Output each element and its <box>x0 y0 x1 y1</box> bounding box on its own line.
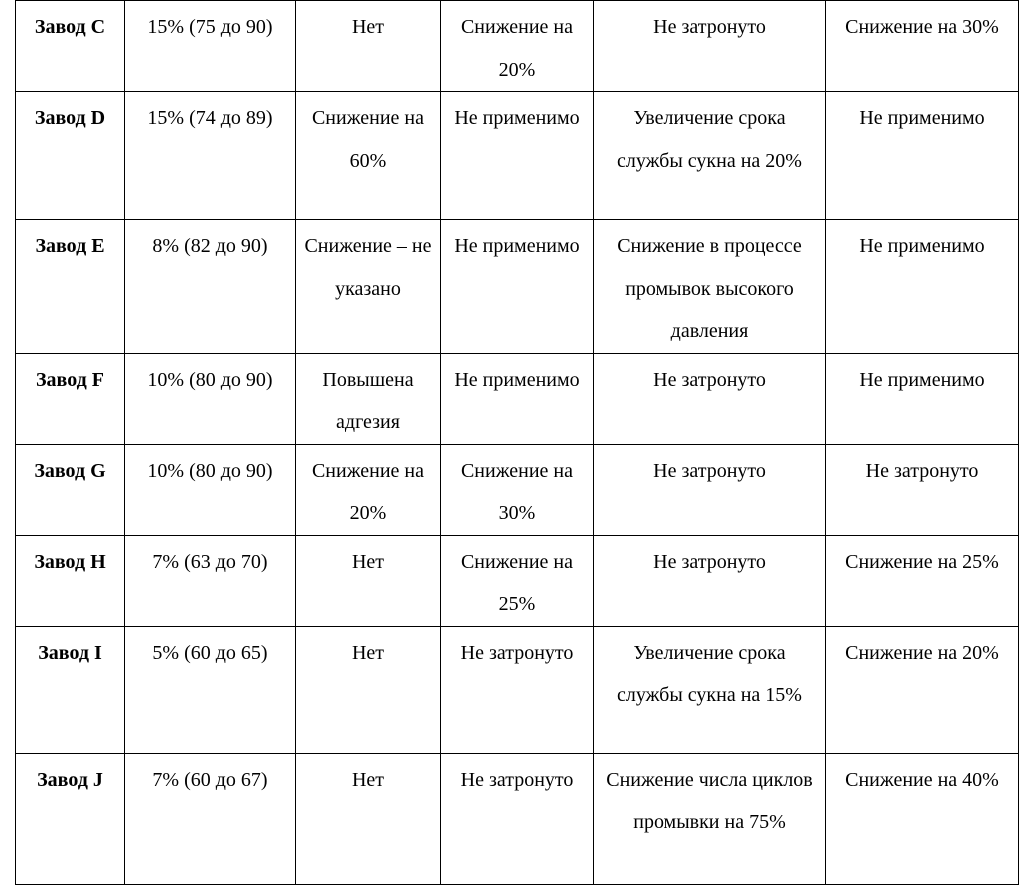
table-cell: 15% (74 до 89) <box>125 92 296 220</box>
table-cell: Снижение на 20% <box>826 626 1019 753</box>
table-cell: Снижение на 30% <box>441 444 594 535</box>
plant-name-cell: Завод I <box>16 626 125 753</box>
table-cell: 10% (80 до 90) <box>125 444 296 535</box>
plant-name-cell: Завод G <box>16 444 125 535</box>
table-cell: Нет <box>296 753 441 884</box>
table-cell: Снижение на 40% <box>826 753 1019 884</box>
table-cell: Не затронуто <box>594 535 826 626</box>
table-cell: 15% (75 до 90) <box>125 1 296 92</box>
table-cell: Снижение числа циклов промывки на 75% <box>594 753 826 884</box>
table-cell: 7% (60 до 67) <box>125 753 296 884</box>
table-row <box>16 353 1019 444</box>
table-cell: Снижение на 25% <box>826 535 1019 626</box>
table-cell: Снижение – не указано <box>296 220 441 354</box>
table-cell: Не применимо <box>826 353 1019 444</box>
table-cell: Не применимо <box>441 220 594 354</box>
table-cell: Увеличение срока службы сукна на 15% <box>594 626 826 753</box>
results-table <box>15 0 1019 885</box>
table-cell: Нет <box>296 626 441 753</box>
table-cell: Снижение на 20% <box>296 444 441 535</box>
table-row <box>16 535 1019 626</box>
table-cell: Не применимо <box>826 220 1019 354</box>
table-cell: Не применимо <box>826 92 1019 220</box>
table-cell: 7% (63 до 70) <box>125 535 296 626</box>
table-cell: Снижение на 60% <box>296 92 441 220</box>
table-cell: Снижение на 20% <box>441 1 594 92</box>
table-row <box>16 92 1019 220</box>
table-cell: Увеличение срока службы сукна на 20% <box>594 92 826 220</box>
table-cell: Не затронуто <box>594 444 826 535</box>
table-row <box>16 444 1019 535</box>
table-cell: Нет <box>296 535 441 626</box>
table-cell: Нет <box>296 1 441 92</box>
table-cell: Не применимо <box>441 353 594 444</box>
table-cell: Снижение на 30% <box>826 1 1019 92</box>
table-cell: Снижение на 25% <box>441 535 594 626</box>
plant-name-cell: Завод E <box>16 220 125 354</box>
table-cell: 8% (82 до 90) <box>125 220 296 354</box>
table-cell: Снижение в процессе промывок высокого давления <box>594 220 826 354</box>
table-row <box>16 753 1019 884</box>
table-cell: Не затронуто <box>441 626 594 753</box>
table-cell: Не затронуто <box>826 444 1019 535</box>
table-cell: 10% (80 до 90) <box>125 353 296 444</box>
table-cell: Не затронуто <box>594 353 826 444</box>
plant-name-cell: Завод H <box>16 535 125 626</box>
table-cell: Не затронуто <box>441 753 594 884</box>
table-row <box>16 220 1019 354</box>
plant-name-cell: Завод D <box>16 92 125 220</box>
table-cell: Не применимо <box>441 92 594 220</box>
table-row <box>16 626 1019 753</box>
table-cell: Повышена адгезия <box>296 353 441 444</box>
plant-name-cell: Завод F <box>16 353 125 444</box>
table-row <box>16 1 1019 92</box>
plant-name-cell: Завод C <box>16 1 125 92</box>
table-cell: 5% (60 до 65) <box>125 626 296 753</box>
table-cell: Не затронуто <box>594 1 826 92</box>
plant-name-cell: Завод J <box>16 753 125 884</box>
